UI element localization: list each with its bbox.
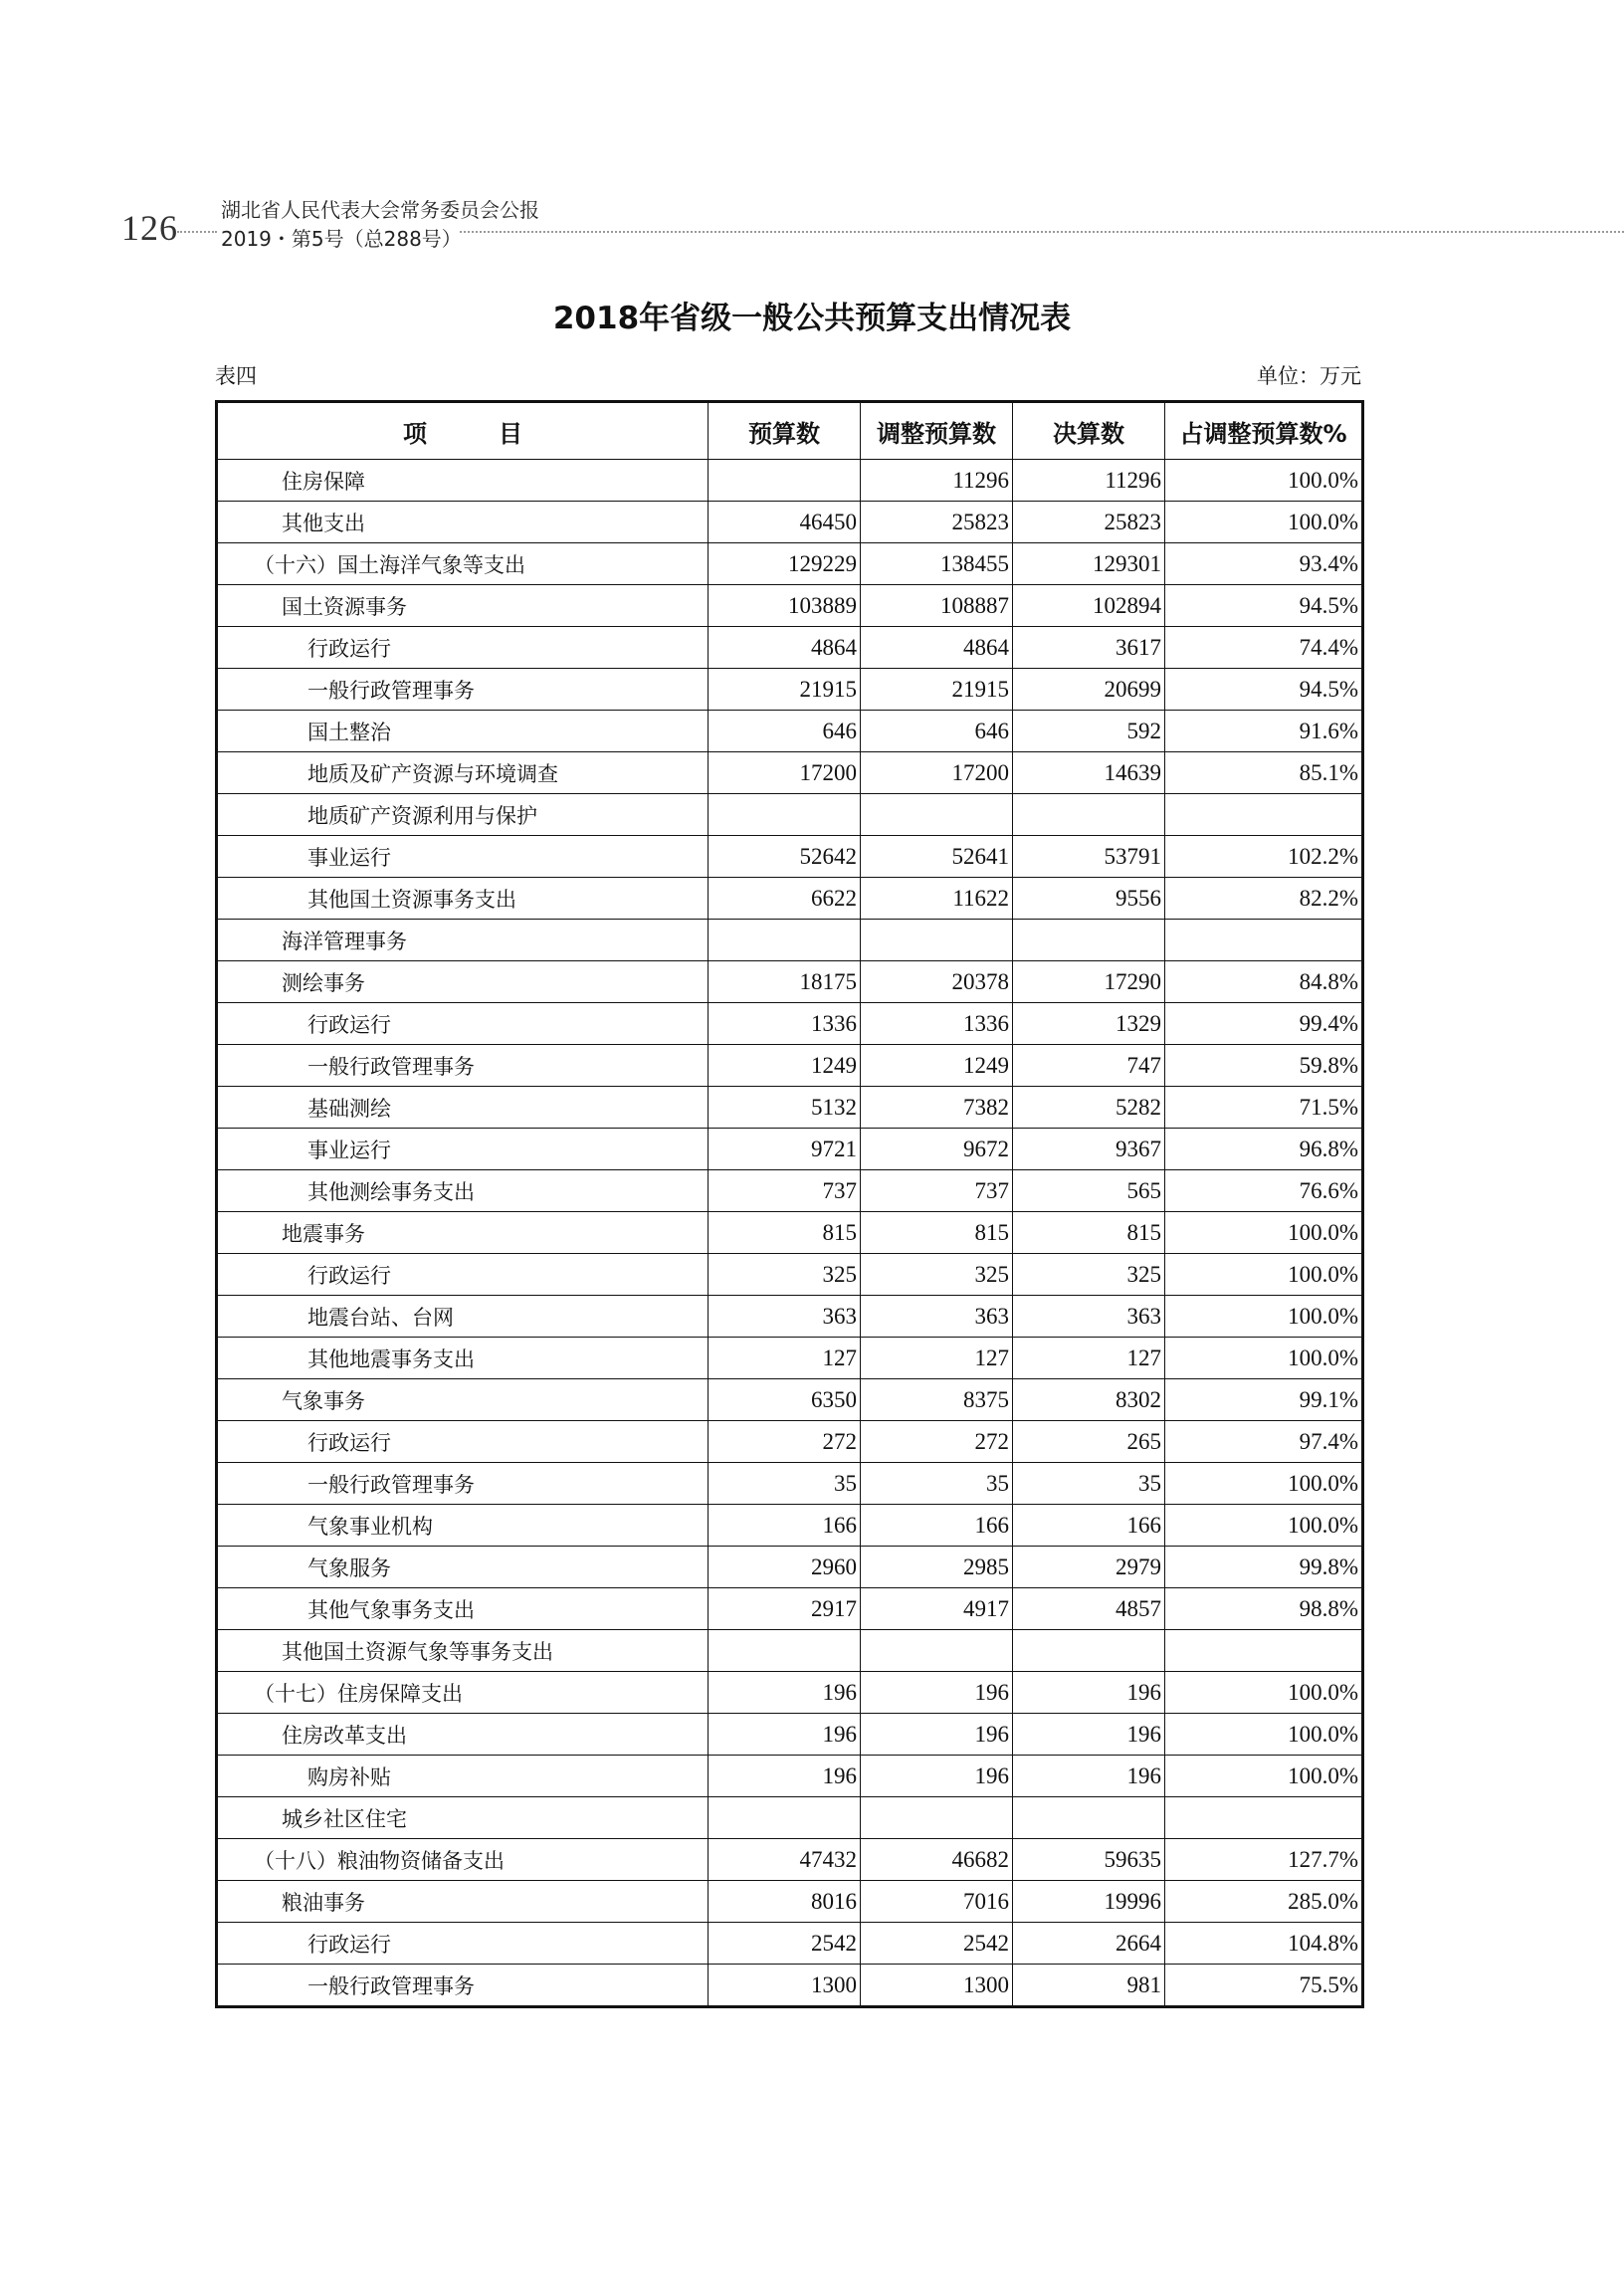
budget-cell: 129229 [709,543,861,585]
budget-cell: 103889 [709,585,861,627]
final-accounts-cell: 9556 [1013,878,1165,920]
adjusted-budget-cell: 11622 [861,878,1013,920]
table-row [217,585,1363,627]
budget-cell: 646 [709,711,861,752]
final-accounts-cell [1013,1630,1165,1672]
column-header-adjusted-budget: 调整预算数 [861,402,1013,460]
table-row [217,627,1363,669]
final-accounts-cell: 129301 [1013,543,1165,585]
table-row [217,460,1363,502]
percent-cell: 75.5% [1165,1965,1363,2007]
item-name-cell: 行政运行 [217,1254,709,1296]
budget-cell: 6350 [709,1379,861,1421]
adjusted-budget-cell: 108887 [861,585,1013,627]
budget-cell: 363 [709,1296,861,1338]
percent-cell: 84.8% [1165,961,1363,1003]
item-name-cell: 一般行政管理事务 [217,1965,709,2007]
budget-cell: 21915 [709,669,861,711]
final-accounts-cell: 592 [1013,711,1165,752]
item-name-cell: 行政运行 [217,1003,709,1045]
budget-cell: 35 [709,1463,861,1505]
budget-cell: 52642 [709,836,861,878]
budget-cell: 196 [709,1756,861,1797]
adjusted-budget-cell: 21915 [861,669,1013,711]
item-name-cell: 其他测绘事务支出 [217,1170,709,1212]
final-accounts-cell: 265 [1013,1421,1165,1463]
budget-cell: 17200 [709,752,861,794]
percent-cell: 74.4% [1165,627,1363,669]
budget-cell [709,1630,861,1672]
document-title: 2018年省级一般公共预算支出情况表 [552,301,1072,336]
final-accounts-cell: 127 [1013,1338,1165,1379]
final-accounts-cell: 981 [1013,1965,1165,2007]
adjusted-budget-cell: 646 [861,711,1013,752]
table-row [217,1212,1363,1254]
percent-cell: 104.8% [1165,1923,1363,1965]
budget-cell: 2960 [709,1547,861,1588]
percent-cell: 99.1% [1165,1379,1363,1421]
table-row [217,1714,1363,1756]
percent-cell: 100.0% [1165,1714,1363,1756]
adjusted-budget-cell: 1300 [861,1965,1013,2007]
column-header-item: 项 目 [217,402,709,460]
table-row [217,836,1363,878]
percent-cell: 100.0% [1165,1756,1363,1797]
budget-cell: 47432 [709,1839,861,1881]
adjusted-budget-cell [861,1630,1013,1672]
table-row [217,1254,1363,1296]
adjusted-budget-cell: 127 [861,1338,1013,1379]
item-name-cell: 其他地震事务支出 [217,1338,709,1379]
final-accounts-cell: 747 [1013,1045,1165,1087]
item-name-cell: 测绘事务 [217,961,709,1003]
final-accounts-cell: 20699 [1013,669,1165,711]
table-row [217,752,1363,794]
item-name-cell: 住房改革支出 [217,1714,709,1756]
adjusted-budget-cell: 52641 [861,836,1013,878]
percent-cell [1165,1797,1363,1839]
adjusted-budget-cell: 196 [861,1672,1013,1714]
adjusted-budget-cell: 4864 [861,627,1013,669]
table-row [217,1296,1363,1338]
percent-cell: 100.0% [1165,1505,1363,1547]
adjusted-budget-cell: 20378 [861,961,1013,1003]
adjusted-budget-cell [861,920,1013,961]
adjusted-budget-cell: 8375 [861,1379,1013,1421]
percent-cell: 285.0% [1165,1881,1363,1923]
item-name-cell: （十六）国土海洋气象等支出 [217,543,709,585]
item-name-cell: 其他国土资源事务支出 [217,878,709,920]
adjusted-budget-cell: 196 [861,1714,1013,1756]
percent-cell: 100.0% [1165,1672,1363,1714]
percent-cell: 94.5% [1165,585,1363,627]
budget-cell [709,460,861,502]
adjusted-budget-cell: 11296 [861,460,1013,502]
header-divider-left [177,231,217,233]
table-row [217,1672,1363,1714]
budget-cell: 166 [709,1505,861,1547]
table-row [217,1965,1363,2007]
percent-cell: 76.6% [1165,1170,1363,1212]
table-row [217,502,1363,543]
table-row [217,1129,1363,1170]
final-accounts-cell [1013,1797,1165,1839]
column-header-percent-of-adjusted: 占调整预算数% [1165,402,1363,460]
table-row [217,1547,1363,1588]
item-name-cell: 购房补贴 [217,1756,709,1797]
item-name-cell: 事业运行 [217,836,709,878]
item-name-cell: 地震事务 [217,1212,709,1254]
final-accounts-cell: 14639 [1013,752,1165,794]
percent-cell: 100.0% [1165,502,1363,543]
budget-cell: 5132 [709,1087,861,1129]
table-row [217,1505,1363,1547]
percent-cell: 99.4% [1165,1003,1363,1045]
final-accounts-cell: 1329 [1013,1003,1165,1045]
budget-cell: 9721 [709,1129,861,1170]
final-accounts-cell: 17290 [1013,961,1165,1003]
percent-cell: 82.2% [1165,878,1363,920]
budget-cell: 196 [709,1672,861,1714]
final-accounts-cell: 4857 [1013,1588,1165,1630]
item-name-cell: 气象事务 [217,1379,709,1421]
percent-cell: 102.2% [1165,836,1363,878]
item-name-cell: 事业运行 [217,1129,709,1170]
percent-cell: 97.4% [1165,1421,1363,1463]
table-row [217,878,1363,920]
budget-cell: 325 [709,1254,861,1296]
item-name-cell: 城乡社区住宅 [217,1797,709,1839]
item-name-cell: 地质及矿产资源与环境调查 [217,752,709,794]
item-name-cell: 国土整治 [217,711,709,752]
final-accounts-cell: 53791 [1013,836,1165,878]
item-name-cell: 气象事业机构 [217,1505,709,1547]
adjusted-budget-cell: 46682 [861,1839,1013,1881]
percent-cell: 100.0% [1165,1212,1363,1254]
percent-cell: 100.0% [1165,1254,1363,1296]
table-row [217,1923,1363,1965]
percent-cell: 71.5% [1165,1087,1363,1129]
item-name-cell: 其他国土资源气象等事务支出 [217,1630,709,1672]
table-row [217,1588,1363,1630]
budget-cell: 272 [709,1421,861,1463]
item-name-cell: 基础测绘 [217,1087,709,1129]
adjusted-budget-cell: 272 [861,1421,1013,1463]
table-row [217,1463,1363,1505]
budget-cell: 46450 [709,502,861,543]
column-header-final-accounts: 决算数 [1013,402,1165,460]
item-name-cell: （十七）住房保障支出 [217,1672,709,1714]
adjusted-budget-cell [861,794,1013,836]
item-name-cell: 行政运行 [217,1923,709,1965]
final-accounts-cell: 25823 [1013,502,1165,543]
percent-cell: 91.6% [1165,711,1363,752]
item-name-cell: 其他气象事务支出 [217,1588,709,1630]
table-row [217,711,1363,752]
adjusted-budget-cell: 325 [861,1254,1013,1296]
adjusted-budget-cell: 4917 [861,1588,1013,1630]
final-accounts-cell: 815 [1013,1212,1165,1254]
budget-cell: 4864 [709,627,861,669]
final-accounts-cell: 196 [1013,1672,1165,1714]
budget-cell: 737 [709,1170,861,1212]
budget-cell: 127 [709,1338,861,1379]
table-row [217,1881,1363,1923]
adjusted-budget-cell: 138455 [861,543,1013,585]
item-name-cell: 一般行政管理事务 [217,669,709,711]
table-row [217,1797,1363,1839]
table-row [217,669,1363,711]
item-name-cell: 国土资源事务 [217,585,709,627]
header-divider-right [460,231,1624,233]
adjusted-budget-cell: 815 [861,1212,1013,1254]
table-row [217,1630,1363,1672]
item-name-cell: 粮油事务 [217,1881,709,1923]
adjusted-budget-cell: 9672 [861,1129,1013,1170]
percent-cell: 99.8% [1165,1547,1363,1588]
adjusted-budget-cell [861,1797,1013,1839]
budget-cell: 8016 [709,1881,861,1923]
adjusted-budget-cell: 17200 [861,752,1013,794]
page-number: 126 [121,208,178,248]
table-code: 表四 [215,364,257,388]
adjusted-budget-cell: 25823 [861,502,1013,543]
journal-title: 湖北省人民代表大会常务委员会公报 [221,198,539,222]
final-accounts-cell: 9367 [1013,1129,1165,1170]
budget-cell [709,794,861,836]
item-name-cell: 一般行政管理事务 [217,1463,709,1505]
unit-label: 单位：万元 [1257,364,1361,388]
table-row [217,1170,1363,1212]
percent-cell: 100.0% [1165,1296,1363,1338]
item-name-cell: 地震台站、台网 [217,1296,709,1338]
item-name-cell: 地质矿产资源利用与保护 [217,794,709,836]
final-accounts-cell: 8302 [1013,1379,1165,1421]
table-row [217,1839,1363,1881]
table-row [217,961,1363,1003]
adjusted-budget-cell: 196 [861,1756,1013,1797]
table-row [217,1379,1363,1421]
percent-cell [1165,1630,1363,1672]
final-accounts-cell: 5282 [1013,1087,1165,1129]
budget-cell: 6622 [709,878,861,920]
table-row [217,1045,1363,1087]
percent-cell: 96.8% [1165,1129,1363,1170]
percent-cell: 98.8% [1165,1588,1363,1630]
final-accounts-cell: 363 [1013,1296,1165,1338]
budget-cell: 18175 [709,961,861,1003]
final-accounts-cell: 102894 [1013,585,1165,627]
budget-cell: 2917 [709,1588,861,1630]
adjusted-budget-cell: 737 [861,1170,1013,1212]
budget-cell: 2542 [709,1923,861,1965]
final-accounts-cell: 3617 [1013,627,1165,669]
item-name-cell: 住房保障 [217,460,709,502]
final-accounts-cell: 35 [1013,1463,1165,1505]
budget-cell: 1249 [709,1045,861,1087]
percent-cell: 94.5% [1165,669,1363,711]
percent-cell: 93.4% [1165,543,1363,585]
journal-issue: 2019・第5号（总288号） [221,227,462,251]
item-name-cell: 海洋管理事务 [217,920,709,961]
final-accounts-cell: 565 [1013,1170,1165,1212]
final-accounts-cell: 196 [1013,1714,1165,1756]
table-row [217,1087,1363,1129]
final-accounts-cell: 2979 [1013,1547,1165,1588]
budget-cell [709,920,861,961]
column-header-budget: 预算数 [709,402,861,460]
item-name-cell: 气象服务 [217,1547,709,1588]
table-row [217,1421,1363,1463]
final-accounts-cell: 19996 [1013,1881,1165,1923]
table-body [217,460,1363,2007]
final-accounts-cell: 59635 [1013,1839,1165,1881]
budget-cell: 1300 [709,1965,861,2007]
final-accounts-cell: 325 [1013,1254,1165,1296]
adjusted-budget-cell: 7016 [861,1881,1013,1923]
adjusted-budget-cell: 166 [861,1505,1013,1547]
percent-cell: 100.0% [1165,1463,1363,1505]
adjusted-budget-cell: 2985 [861,1547,1013,1588]
item-name-cell: （十八）粮油物资储备支出 [217,1839,709,1881]
final-accounts-cell [1013,794,1165,836]
table-row [217,1003,1363,1045]
adjusted-budget-cell: 1336 [861,1003,1013,1045]
percent-cell: 100.0% [1165,1338,1363,1379]
table-row [217,1338,1363,1379]
table-row [217,543,1363,585]
adjusted-budget-cell: 35 [861,1463,1013,1505]
adjusted-budget-cell: 7382 [861,1087,1013,1129]
percent-cell: 85.1% [1165,752,1363,794]
final-accounts-cell [1013,920,1165,961]
final-accounts-cell: 196 [1013,1756,1165,1797]
item-name-cell: 一般行政管理事务 [217,1045,709,1087]
adjusted-budget-cell: 2542 [861,1923,1013,1965]
percent-cell [1165,920,1363,961]
table-row [217,1756,1363,1797]
percent-cell [1165,794,1363,836]
item-name-cell: 行政运行 [217,627,709,669]
table-header-row [217,402,1363,460]
table-row [217,794,1363,836]
table-row [217,920,1363,961]
budget-cell [709,1797,861,1839]
adjusted-budget-cell: 363 [861,1296,1013,1338]
budget-table [215,400,1364,2008]
percent-cell: 127.7% [1165,1839,1363,1881]
budget-cell: 1336 [709,1003,861,1045]
final-accounts-cell: 2664 [1013,1923,1165,1965]
final-accounts-cell: 166 [1013,1505,1165,1547]
item-name-cell: 行政运行 [217,1421,709,1463]
final-accounts-cell: 11296 [1013,460,1165,502]
percent-cell: 100.0% [1165,460,1363,502]
adjusted-budget-cell: 1249 [861,1045,1013,1087]
budget-cell: 196 [709,1714,861,1756]
item-name-cell: 其他支出 [217,502,709,543]
budget-cell: 815 [709,1212,861,1254]
percent-cell: 59.8% [1165,1045,1363,1087]
